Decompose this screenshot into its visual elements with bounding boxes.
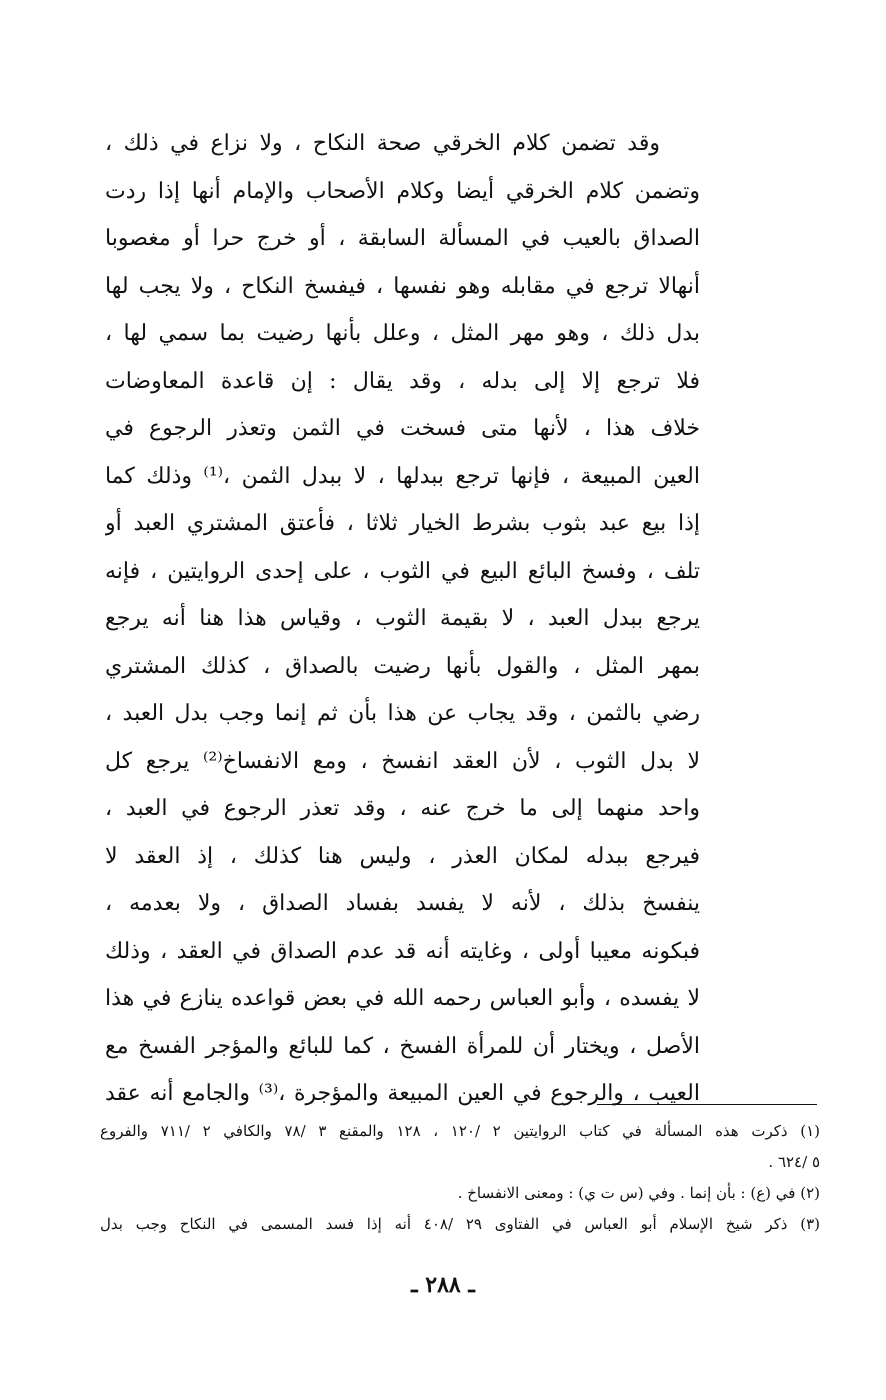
text-line: إذا بيع عبد بثوب بشرط الخيار ثلاثا ، فأعتق المشتري العبد أو [105, 511, 700, 536]
text-line: تلف ، وفسخ البائع البيع في الثوب ، على إحدى الروايتين ، فإنه [105, 558, 700, 584]
text-line: وقد تضمن كلام الخرقي صحة النكاح ، ولا نزاع في ذلك ، [105, 131, 660, 156]
text-line: العيب ، والرجوع في العين المبيعة والمؤجرة ،⁽³⁾ والجامع أنه عقد [105, 1081, 700, 1106]
text-line: فلا ترجع إلا إلى بدله ، وقد يقال : إن قاعدة المعاوضات [105, 368, 700, 394]
text-line: خلاف هذا ، لأنها متى فسخت في الثمن وتعذر الرجوع في [105, 416, 700, 441]
text-line: رضي بالثمن ، وقد يجاب عن هذا بأن ثم إنما وجب بدل العبد ، [105, 701, 700, 726]
text-line: بدل ذلك ، وهو مهر المثل ، وعلل بأنها رضيت بما سمي لها ، [105, 321, 700, 346]
footnote-3: (٣) ذكر شيخ الإسلام أبو العباس في الفتاوى ٢٩ /٤٠٨ أنه إذا فسد المسمى في النكاح وجب بدل [100, 1215, 820, 1233]
text-line: أنهالا ترجع في مقابله وهو نفسها ، فيفسخ النكاح ، ولا يجب لها [105, 273, 700, 299]
footnote-divider [597, 1104, 817, 1105]
text-line: وتضمن كلام الخرقي أيضا وكلام الأصحاب والإمام أنها إذا ردت [105, 178, 700, 204]
text-line: يرجع ببدل العبد ، لا بقيمة الثوب ، وقياس هذا هنا أنه يرجع [105, 606, 700, 631]
text-line: فبكونه معيبا أولى ، وغايته أنه قد عدم الصداق في العقد ، وذلك [105, 938, 700, 964]
text-line: لا يفسده ، وأبو العباس رحمه الله في بعض قواعده ينازع في هذا [105, 986, 700, 1011]
footnote-2: (٢) في (ع) : بأن إنما . وفي (س ت ي) : ومعنى الانفساخ . [457, 1184, 820, 1202]
text-line: الصداق بالعيب في المسألة السابقة ، أو خرج حرا أو مغصوبا [105, 226, 700, 251]
text-line: العين المبيعة ، فإنها ترجع ببدلها ، لا ببدل الثمن ،⁽¹⁾ وذلك كما [105, 463, 700, 489]
text-line: لا بدل الثوب ، لأن العقد انفسخ ، ومع الانفساخ⁽²⁾ يرجع كل [105, 748, 700, 774]
page-number: ـ ٢٨٨ ـ [411, 1272, 475, 1298]
text-line: ينفسخ بذلك ، لأنه لا يفسد بفساد الصداق ، ولا بعدمه ، [105, 891, 700, 916]
text-line: فيرجع ببدله لمكان العذر ، وليس هنا كذلك ، إذ العقد لا [105, 843, 700, 869]
text-line: بمهر المثل ، والقول بأنها رضيت بالصداق ، كذلك المشتري [105, 653, 700, 679]
text-line: واحد منهما إلى ما خرج عنه ، وقد تعذر الرجوع في العبد ، [105, 796, 700, 821]
text-line: الأصل ، ويختار أن للمرأة الفسخ ، كما للبائع والمؤجر الفسخ مع [105, 1033, 700, 1059]
footnote-1-continuation: ٥ /٦٢٤ . [768, 1153, 820, 1171]
main-text [105, 120, 700, 1118]
footnotes [100, 1116, 820, 1240]
footnote-1: (١) ذكرت هذه المسألة في كتاب الروايتين ٢ /١٢٠ ، ١٢٨ والمقنع ٣ /٧٨ والكافي ٢ /٧١١ والفروع [100, 1122, 820, 1140]
